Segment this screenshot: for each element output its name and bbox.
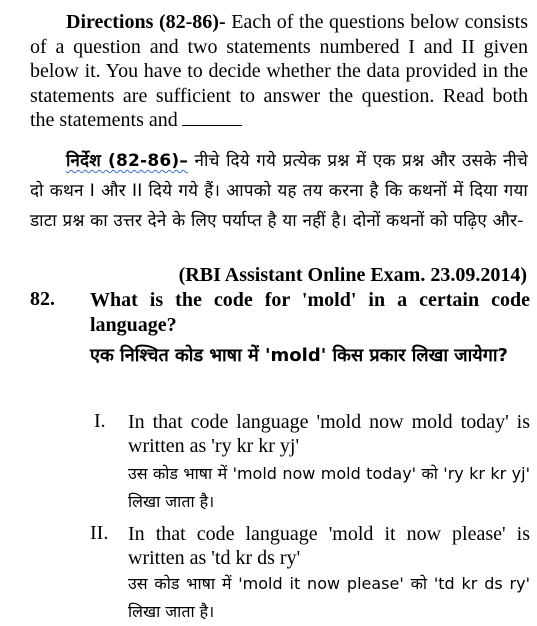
directions-hindi — [30, 146, 528, 236]
statement-2-hindi: उस कोड भाषा में 'mold it now please' को 'td kr ds ry' लिखा जाता है। — [128, 574, 530, 621]
blank-line — [182, 109, 242, 126]
question-text: What is the code for 'mold' in a certain code language? — [90, 289, 530, 336]
statement-1-text: In that code language 'mold now mold today' is written as 'ry kr kr yj' — [128, 411, 530, 457]
statement-2-text: In that code language 'mold it now please' is written as 'td kr ds ry' — [128, 523, 530, 569]
statement-1-hindi: उस कोड भाषा में 'mold now mold today' को 'ry kr kr yj' लिखा जाता है। — [128, 464, 530, 511]
directions-hindi-text: नीचे दिये गये प्रत्येक प्रश्न में एक प्रश्न और उसके नीचे दो कथन I और II दिये गये हैं। आपको यह तय करना है कि कथनों में दिया गया डाटा प्रश्न का उत्तर देने के लिए पर्याप्त है या नहीं है। दोनों कथनों को पढ़िए और- — [30, 151, 528, 231]
exam-source: (RBI Assistant Online Exam. 23.09.2014) — [178, 264, 527, 286]
statement-2-label: II. — [90, 522, 109, 544]
directions-heading: Directions (82-86)- — [66, 11, 226, 33]
directions-hindi-heading: निर्देश (82-86)– — [66, 151, 189, 171]
statement-1-label: I. — [94, 410, 106, 432]
question-hindi-text: एक निश्चित कोड भाषा में 'mold' किस प्रकार लिखा जायेगा? — [90, 345, 508, 366]
question-number: 82. — [30, 288, 55, 310]
directions-english — [30, 10, 528, 133]
directions-text: Each of the questions below consists of a question and two statements numbered I and II given below it. You have to decide whether the data provided in the statements are sufficient to answer the question. Read both the statements and — [30, 11, 528, 131]
